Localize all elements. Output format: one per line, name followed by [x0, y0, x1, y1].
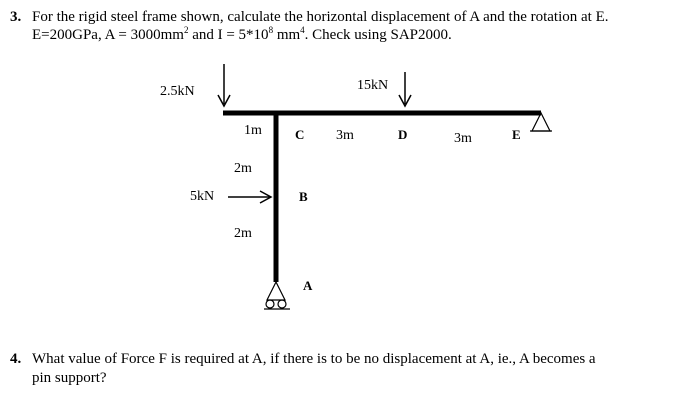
- load-arrow-5kN: [228, 191, 271, 203]
- dimension-2m-upper: 2m: [234, 161, 252, 176]
- dimension-3m-left: 3m: [336, 128, 354, 143]
- question-3-line1: For the rigid steel frame shown, calculate the horizontal displacement of A and the rotation at E.: [32, 9, 609, 25]
- question-4-line1: What value of Force F is required at A, if there is to be no displacement at A, ie., A becomes a: [32, 351, 596, 367]
- point-label-a: A: [303, 278, 313, 293]
- load-label-15kN: 15kN: [357, 78, 389, 93]
- dimension-2m-lower: 2m: [234, 226, 252, 241]
- point-label-c: C: [295, 127, 305, 142]
- point-label-e: E: [512, 127, 521, 142]
- question-4-line2: pin support?: [32, 370, 107, 386]
- load-label-5kN: 5kN: [190, 189, 215, 204]
- load-label-2.5kN: 2.5kN: [160, 84, 195, 99]
- roller-support-a: [264, 282, 290, 309]
- point-label-d: D: [398, 127, 408, 142]
- pin-support-e: [530, 113, 552, 131]
- question-4-number: 4.: [10, 351, 22, 367]
- question-3-line2: E=200GPa, $A = 3000mm^2$ and $I = 5*10^8$ $mm^4$. Check using SAP2000.: [32, 25, 452, 43]
- point-label-b: B: [299, 189, 308, 204]
- load-arrow-2.5kN: [218, 64, 230, 106]
- question-3-number: 3.: [10, 9, 22, 25]
- dimension-1m: 1m: [244, 123, 262, 138]
- dimension-3m-right: 3m: [454, 131, 472, 146]
- load-arrow-15kN: [399, 72, 411, 106]
